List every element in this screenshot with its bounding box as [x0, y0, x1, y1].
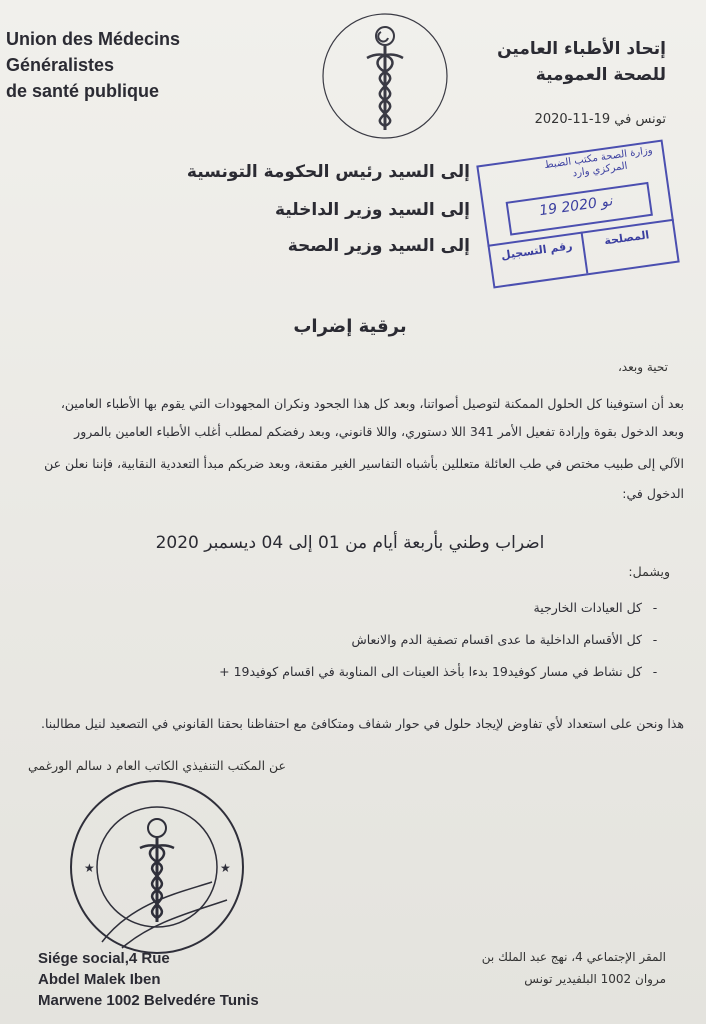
stamp-department-cell: المصلحة	[603, 228, 651, 248]
list-item	[108, 600, 668, 615]
french-letterhead	[6, 26, 266, 104]
list-item	[108, 632, 668, 647]
french-name-line-1: Union des Médecins	[6, 29, 181, 49]
addressee-line-2: إلى السيد وزير الداخلية	[274, 200, 470, 220]
svg-text:★: ★	[84, 861, 95, 875]
stamp-date: 19 نو 2020	[538, 193, 614, 220]
french-address-line-3: Marwene 1002 Belvedére Tunis	[38, 992, 259, 1009]
signature-line: عن المكتب التنفيذي الكاتب العام د سالم الورغمي	[27, 758, 286, 773]
strike-announcement: اضراب وطني بأربعة أيام من 01 إلى 04 ديسمبر 2020	[155, 533, 545, 553]
bullet-dash-icon: -	[652, 664, 658, 679]
list-item-text: كل الأقسام الداخلية ما عدى اقسام تصفية الدم والانعاش	[351, 632, 642, 647]
arabic-address	[446, 946, 666, 990]
arabic-letterhead	[466, 36, 666, 88]
arabic-address-line-1: المقر الإجتماعي 4، نهج عبد الملك بن	[481, 950, 666, 964]
addressee-line-1: إلى السيد رئيس الحكومة التونسية	[186, 162, 470, 182]
list-item-text: كل العيادات الخارجية	[533, 600, 642, 615]
french-address-line-2: Abdel Malek Iben	[38, 971, 161, 988]
body-line-1: بعد أن استوفينا كل الحلول الممكنة لتوصيل أصواتنا، وبعد كل هذا الجحود ونكران المجهودات التي يقوم بها الأطباء العامين،	[60, 396, 684, 411]
stamp-registration-cell: رقم التسجيل	[500, 239, 574, 263]
bullet-dash-icon: -	[652, 632, 658, 647]
closing-paragraph: هذا ونحن على استعداد لأي تفاوض لإيجاد حلول في حوار شفاف ومتكافئ مع احتفاظنا بحقنا القانوني في التصعيد لنيل مطالبنا.	[40, 716, 684, 731]
list-item-text: كل نشاط في مسار كوفيد19 بدءا بأخذ العينات الى المناوبة في اقسام كوفيد19 +	[219, 664, 642, 679]
body-line-3: الآلي إلى طبيب مختص في طب العائلة متعللين بأشباه التفاسير الغير مقنعة، وبعد ضربكم مبدأ التعددية النقابية، فإننا نعلن عن	[44, 456, 684, 471]
arabic-name-line-1: إتحاد الأطباء العامين	[497, 39, 666, 59]
body-line-4: الدخول في:	[622, 486, 684, 501]
list-item	[108, 664, 668, 679]
registration-stamp	[476, 140, 679, 289]
union-seal-stamp	[62, 772, 252, 962]
addressee-line-3: إلى السيد وزير الصحة	[287, 236, 470, 256]
french-address	[38, 948, 358, 1011]
letter-title: برقية إضراب	[293, 316, 407, 337]
stamp-header: وزارة الصحة مكتب الضبط المركزي وارد	[543, 145, 654, 180]
includes-label: ويشمل:	[628, 564, 670, 579]
french-address-line-1: Siége social,4 Rue	[38, 950, 170, 967]
greeting: تحية وبعد،	[617, 360, 668, 374]
letter-date: تونس في 19-11-2020	[534, 112, 666, 127]
arabic-address-line-2: مروان 1002 البلفيدير تونس	[524, 972, 666, 986]
body-line-2: وبعد الدخول بقوة وإرادة تفعيل الأمر 341 اللا دستوري، واللا قانوني، وبعد رفضكم لمطلب أغلب الأطباء العامين بالمرور	[74, 424, 684, 439]
french-name-line-2: Généralistes	[6, 55, 115, 75]
french-name-line-3: de santé publique	[6, 81, 160, 101]
svg-text:★: ★	[220, 861, 231, 875]
arabic-name-line-2: للصحة العمومية	[535, 65, 666, 85]
union-logo	[315, 2, 455, 152]
bullet-dash-icon: -	[652, 600, 658, 615]
